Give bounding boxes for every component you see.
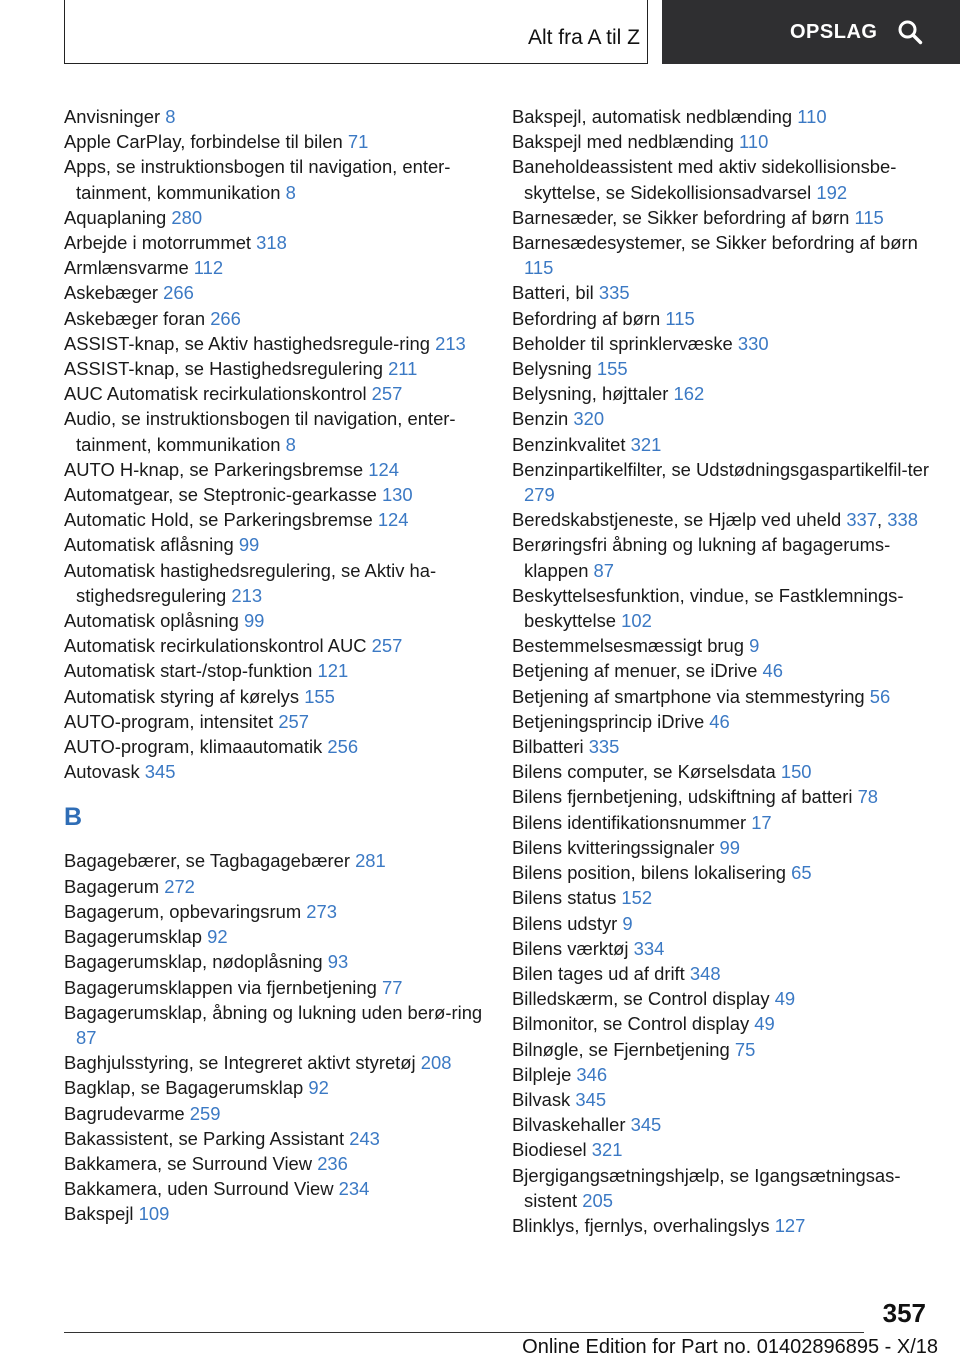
page-link[interactable]: 345: [575, 1088, 607, 1110]
page-number: 357: [882, 1298, 926, 1328]
page-link[interactable]: 152: [621, 887, 653, 909]
index-entry: [64, 633, 504, 658]
index-entry-text: Armlænsvarme: [64, 257, 189, 279]
page-link[interactable]: 110: [797, 106, 827, 127]
page-link[interactable]: 243: [349, 1127, 380, 1149]
index-entry-text: Bilens status: [512, 887, 617, 909]
page-link[interactable]: 49: [754, 1013, 775, 1035]
index-entry: [64, 129, 504, 154]
page-link[interactable]: 155: [304, 685, 335, 707]
index-entry: [64, 230, 504, 255]
index-entry: [64, 949, 504, 974]
index-entry: [64, 709, 504, 734]
index-entry: [512, 1112, 932, 1137]
index-entry: [512, 885, 932, 910]
page-link[interactable]: 99: [243, 610, 265, 632]
page-link[interactable]: 345: [630, 1114, 662, 1136]
page-link[interactable]: 259: [189, 1102, 221, 1124]
index-entry: [64, 381, 504, 406]
index-entry-text: Bilens position, bilens lokalisering: [512, 862, 786, 884]
page-link[interactable]: 337: [846, 509, 877, 531]
index-entry-text: Biodiesel: [512, 1139, 587, 1161]
index-entry: [512, 911, 932, 936]
page-link[interactable]: 213: [435, 332, 466, 354]
index-entry-text: Benzin: [512, 408, 569, 430]
index-entry: [64, 507, 504, 532]
index-entry: [512, 835, 932, 860]
index-column-left: [64, 104, 504, 1227]
page-link[interactable]: 102: [621, 610, 652, 632]
page-link[interactable]: 321: [591, 1139, 623, 1161]
index-entry-text: AUTO-program, klimaautomatik: [64, 736, 323, 758]
index-entry-text: Automatisk start-/stop-funktion: [64, 660, 313, 682]
page-link[interactable]: 266: [163, 282, 194, 304]
index-entry: [64, 759, 504, 784]
index-entry: [64, 482, 504, 507]
index-entry-text: Bagagebærer, se Tagbagagebærer: [64, 850, 350, 872]
index-entry-text: Bagklap, se Bagagerumsklap: [64, 1077, 304, 1099]
index-entry-text: Askebæger: [64, 282, 159, 304]
index-entry: [512, 734, 932, 759]
search-icon[interactable]: [897, 19, 923, 45]
index-entry: [64, 280, 504, 305]
index-entry-text: Apple CarPlay, forbindelse til bilen: [64, 131, 343, 153]
page-link[interactable]: 345: [144, 761, 176, 783]
page-link[interactable]: 256: [327, 736, 359, 758]
index-entry: [64, 848, 504, 873]
index-entry-text: Bilpleje: [512, 1063, 572, 1085]
index-entry-text: Billedskærm, se Control display: [512, 988, 770, 1010]
page-link[interactable]: 77: [381, 976, 403, 998]
index-entry-text: Blinklys, fjernlys, overhalingslys: [512, 1214, 770, 1236]
page-link[interactable]: 266: [210, 307, 241, 329]
index-entry: [512, 759, 932, 784]
page-link[interactable]: 87: [593, 559, 615, 581]
page-link[interactable]: 56: [869, 685, 891, 707]
index-entry-text: Barnesæder, se Sikker befordring af børn: [512, 206, 850, 228]
index-entry: [512, 633, 932, 658]
index-entry: [64, 532, 504, 557]
index-entry: [512, 205, 932, 230]
page-link[interactable]: 121: [317, 660, 349, 682]
page-link[interactable]: 46: [709, 710, 730, 732]
index-entry-text: AUTO-program, intensitet: [64, 710, 274, 732]
index-entry-text: Bakkamera, uden Surround View: [64, 1178, 334, 1200]
index-entry: [512, 104, 932, 129]
index-entry: [64, 1176, 504, 1201]
index-entry-text: Baghjulsstyring, se Integreret aktivt styretøj: [64, 1052, 416, 1074]
index-entry: [64, 1075, 504, 1100]
page-link[interactable]: 49: [774, 988, 796, 1010]
index-entry: [64, 1050, 504, 1075]
index-entry: [64, 658, 504, 683]
page-link[interactable]: 127: [774, 1214, 806, 1236]
page-link[interactable]: 338: [887, 509, 918, 531]
page-link[interactable]: 110: [738, 131, 769, 153]
index-entry-text: Bagrudevarme: [64, 1102, 185, 1124]
index-entry-text: Batteri, bil: [512, 282, 594, 304]
index-entry: [64, 899, 504, 924]
page-link[interactable]: 112: [193, 257, 224, 279]
index-entry: [64, 255, 504, 280]
page-link[interactable]: 130: [381, 484, 413, 506]
index-entry-text: Automatgear, se Steptronic-gearkasse: [64, 484, 377, 506]
page-link[interactable]: 335: [588, 736, 620, 758]
index-entry-text: Benzinpartikelfilter, se Udstødningsgaspartikelfil-ter: [512, 458, 930, 480]
index-entry-text: ASSIST-knap, se Hastighedsregulering: [64, 358, 383, 380]
index-entry: Beredskabstjeneste, se Hjælp ved uheld 337, 338: [512, 509, 918, 531]
index-entry-text: Befordring af børn: [512, 307, 661, 329]
index-entry: [64, 684, 504, 709]
page-link[interactable]: 257: [371, 635, 403, 657]
index-entry: [512, 154, 932, 204]
index-entry: [512, 1137, 932, 1162]
page-link[interactable]: 318: [256, 232, 287, 254]
index-entry: [64, 104, 504, 129]
page-link[interactable]: 109: [138, 1203, 170, 1225]
index-entry-text: Automatic Hold, se Parkeringsbremse: [64, 509, 373, 531]
page-link[interactable]: 321: [630, 433, 662, 455]
index-entry-text: Autovask: [64, 761, 140, 783]
index-entry-text: Bilvask: [512, 1088, 571, 1110]
index-entry: [64, 306, 504, 331]
index-entry: [64, 975, 504, 1000]
index-entry: [64, 1101, 504, 1126]
index-entry: [64, 205, 504, 230]
index-entry: [512, 1087, 932, 1112]
index-entry: [64, 558, 504, 608]
index-entry-text: Bagagerum, opbevaringsrum: [64, 900, 302, 922]
page-link[interactable]: 92: [308, 1077, 329, 1099]
tab-opslag[interactable]: [662, 0, 960, 64]
index-entry: [64, 406, 504, 456]
index-entry-text: Bilens værktøj: [512, 937, 629, 959]
index-entry-text: Bagagerumsklap, nødoplåsning: [64, 951, 323, 973]
page-link[interactable]: 330: [737, 332, 769, 354]
index-entry: [512, 356, 932, 381]
index-entry: [512, 986, 932, 1011]
index-entry-text: Anvisninger: [64, 106, 161, 127]
index-entry: [512, 684, 932, 709]
index-entry-text: AUTO H-knap, se Parkeringsbremse: [64, 458, 364, 480]
page-link[interactable]: 348: [689, 962, 721, 984]
index-entry: [512, 936, 932, 961]
index-entry-text: Beskyttelsesfunktion, vindue, se Fastklemnings-beskyttelse: [512, 584, 904, 632]
tab-opslag-label: OPSLAG: [790, 20, 878, 43]
index-entry-text: Apps, se instruktionsbogen til navigation, enter-tainment, kommunikation: [64, 156, 451, 203]
page-link[interactable]: 155: [596, 358, 628, 380]
page-link[interactable]: 115: [665, 307, 695, 329]
index-list-a: [64, 104, 504, 784]
index-entry-text: Bilvaskehaller: [512, 1114, 626, 1136]
index-entry: [512, 1062, 932, 1087]
page-link[interactable]: 236: [317, 1152, 348, 1174]
index-entry: [64, 1201, 504, 1226]
index-entry: [64, 1000, 504, 1050]
index-entry-text: Askebæger foran: [64, 307, 206, 329]
index-entry-text: Bakkamera, se Surround View: [64, 1152, 313, 1174]
page-link[interactable]: 124: [377, 509, 409, 531]
page-link[interactable]: 211: [388, 358, 418, 380]
page-link[interactable]: 257: [278, 710, 309, 732]
index-entry-text: Audio, se instruktionsbogen til navigation, enter-tainment, kommunikation: [64, 408, 456, 455]
index-entry-text: Automatisk styring af kørelys: [64, 685, 300, 707]
index-list-b: [64, 848, 504, 1226]
index-entry: [64, 457, 504, 482]
index-entry-text: Aquaplaning: [64, 206, 167, 228]
footer-edition-text: Online Edition for Part no. 01402896895 - X/18: [522, 1336, 938, 1358]
index-entry: [512, 230, 932, 280]
page-link[interactable]: 150: [780, 761, 812, 783]
page-link[interactable]: 92: [207, 926, 228, 948]
index-entry-text: Automatisk hastighedsregulering, se Aktiv ha-stighedsregulering: [64, 559, 437, 606]
page-link[interactable]: 99: [719, 836, 740, 858]
index-entry: [512, 280, 932, 305]
page-link[interactable]: 272: [164, 875, 195, 897]
index-column-right: [512, 104, 932, 1238]
page-link[interactable]: 99: [238, 534, 260, 556]
index-entry-text: Bilen tages ud af drift: [512, 962, 685, 984]
tab-alt-fra-a-til-z[interactable]: Alt fra A til Z: [527, 26, 640, 49]
page-link[interactable]: 75: [734, 1038, 756, 1060]
index-entry-text: Barnesædesystemer, se Sikker befordring af børn: [512, 232, 918, 254]
page-link[interactable]: 213: [231, 584, 263, 606]
page-link[interactable]: 208: [420, 1052, 452, 1074]
index-entry: [512, 331, 932, 356]
page-link[interactable]: 8: [285, 433, 296, 455]
page-link[interactable]: 71: [347, 131, 369, 153]
index-entry-text: Berøringsfri åbning og lukning af bagagerums-klappen: [512, 534, 891, 581]
index-entry: [64, 874, 504, 899]
index-entry-text: Bilens identifikationsnummer: [512, 811, 747, 833]
page-link[interactable]: 8: [165, 106, 176, 127]
index-entry-text: Betjening af smartphone via stemmestyring: [512, 685, 865, 707]
index-entry: [512, 961, 932, 986]
index-entry-text: Bilens fjernbetjening, udskiftning af batteri: [512, 786, 853, 808]
index-entry-text: Betjening af menuer, se iDrive: [512, 660, 758, 682]
index-entry: [64, 1126, 504, 1151]
page-link[interactable]: 162: [673, 383, 705, 405]
page-link[interactable]: 78: [857, 786, 879, 808]
index-entry: [64, 734, 504, 759]
page-link[interactable]: 280: [171, 206, 203, 228]
index-entry-text: Bestemmelsesmæssigt brug: [512, 635, 745, 657]
index-list-b-continued: [512, 104, 932, 1238]
index-entry: [64, 331, 504, 356]
index-entry: [512, 1011, 932, 1036]
index-entry: [512, 1213, 932, 1238]
index-entry-text: Bjergigangsætningshjælp, se Igangsætningsas-sistent: [512, 1164, 901, 1211]
index-entry: [64, 924, 504, 949]
index-entry-text: Benzinkvalitet: [512, 433, 626, 455]
index-entry: [512, 432, 932, 457]
footer-divider: [64, 1332, 864, 1333]
index-entry: [64, 356, 504, 381]
index-entry-text: Bilens kvitteringssignaler: [512, 836, 715, 858]
index-entry-text: Automatisk aflåsning: [64, 534, 234, 556]
page-link[interactable]: 17: [751, 811, 772, 833]
index-entry: [512, 709, 932, 734]
page-link[interactable]: 46: [762, 660, 783, 682]
page-link[interactable]: 124: [368, 458, 399, 480]
page-link[interactable]: 115: [854, 206, 884, 228]
index-entry: [512, 1163, 932, 1213]
page-link[interactable]: 346: [576, 1063, 608, 1085]
section-heading-b: B: [64, 803, 83, 832]
index-entry: [512, 406, 932, 431]
page-link[interactable]: 8: [285, 181, 296, 203]
index-entry-text: Beholder til sprinklervæske: [512, 332, 733, 354]
index-entry: [64, 154, 504, 204]
index-entry-text: Baneholdeassistent med aktiv sidekollisionsbe-skyttelse, se Sidekollisionsadvarsel: [512, 156, 897, 203]
index-entry: [512, 532, 932, 582]
page-link[interactable]: 334: [633, 937, 665, 959]
index-entry: [512, 784, 932, 809]
index-entry: [512, 810, 932, 835]
page-link[interactable]: 320: [573, 408, 605, 430]
index-entry-text: ASSIST-knap, se Aktiv hastighedsregule-ring: [64, 332, 430, 354]
index-entry-text: Bagagerumsklappen via fjernbetjening: [64, 976, 377, 998]
index-entry-text: Bakspejl: [64, 1203, 134, 1225]
index-entry: [512, 583, 932, 633]
index-entry: [512, 658, 932, 683]
page-link[interactable]: 9: [622, 912, 633, 934]
index-entry: [64, 1151, 504, 1176]
page-link[interactable]: 115: [524, 257, 554, 279]
index-entry-text: Bagagerum: [64, 875, 160, 897]
page-link[interactable]: 273: [306, 900, 337, 922]
index-entry-text: Bakspejl med nedblænding: [512, 131, 734, 153]
page-link[interactable]: 281: [355, 850, 386, 872]
index-entry-text: Bakassistent, se Parking Assistant: [64, 1127, 345, 1149]
page-link[interactable]: 257: [371, 383, 403, 405]
index-entry: [512, 306, 932, 331]
index-entry-text: Beredskabstjeneste, se Hjælp ved uheld: [512, 509, 842, 531]
page-link[interactable]: 234: [338, 1178, 370, 1200]
page-link[interactable]: 279: [524, 484, 555, 506]
index-entry-text: Automatisk recirkulationskontrol AUC: [64, 635, 367, 657]
index-entry-text: Bilnøgle, se Fjernbetjening: [512, 1038, 730, 1060]
page-link[interactable]: 87: [76, 1026, 97, 1048]
index-entry-text: Belysning, højttaler: [512, 383, 669, 405]
index-entry-text: Bilens computer, se Kørselsdata: [512, 761, 776, 783]
index-entry: [512, 860, 932, 885]
index-entry: [512, 1037, 932, 1062]
index-entry-text: Bilens udstyr: [512, 912, 618, 934]
page-link[interactable]: 9: [749, 635, 760, 657]
index-entry-text: Bakspejl, automatisk nedblænding: [512, 106, 793, 127]
page-link[interactable]: 65: [791, 862, 812, 884]
index-entry: [512, 129, 932, 154]
index-entry: [64, 608, 504, 633]
index-entry: [512, 381, 932, 406]
index-entry-text: Belysning: [512, 358, 592, 380]
index-entry-text: Automatisk oplåsning: [64, 610, 239, 632]
index-entry-text: Bagagerumsklap, åbning og lukning uden berø-ring: [64, 1001, 483, 1023]
page-link[interactable]: 335: [598, 282, 630, 304]
index-entry-text: Betjeningsprincip iDrive: [512, 710, 705, 732]
index-entry-text: Bilbatteri: [512, 736, 584, 758]
index-entry-text: Arbejde i motorrummet: [64, 232, 252, 254]
page-link[interactable]: 205: [582, 1189, 613, 1211]
index-entry-text: Bilmonitor, se Control display: [512, 1013, 750, 1035]
index-entry-text: Bagagerumsklap: [64, 926, 203, 948]
page-link[interactable]: 192: [816, 181, 848, 203]
index-entry-text: AUC Automatisk recirkulationskontrol: [64, 383, 367, 405]
index-entry: [512, 457, 932, 507]
page-link[interactable]: 93: [327, 951, 349, 973]
